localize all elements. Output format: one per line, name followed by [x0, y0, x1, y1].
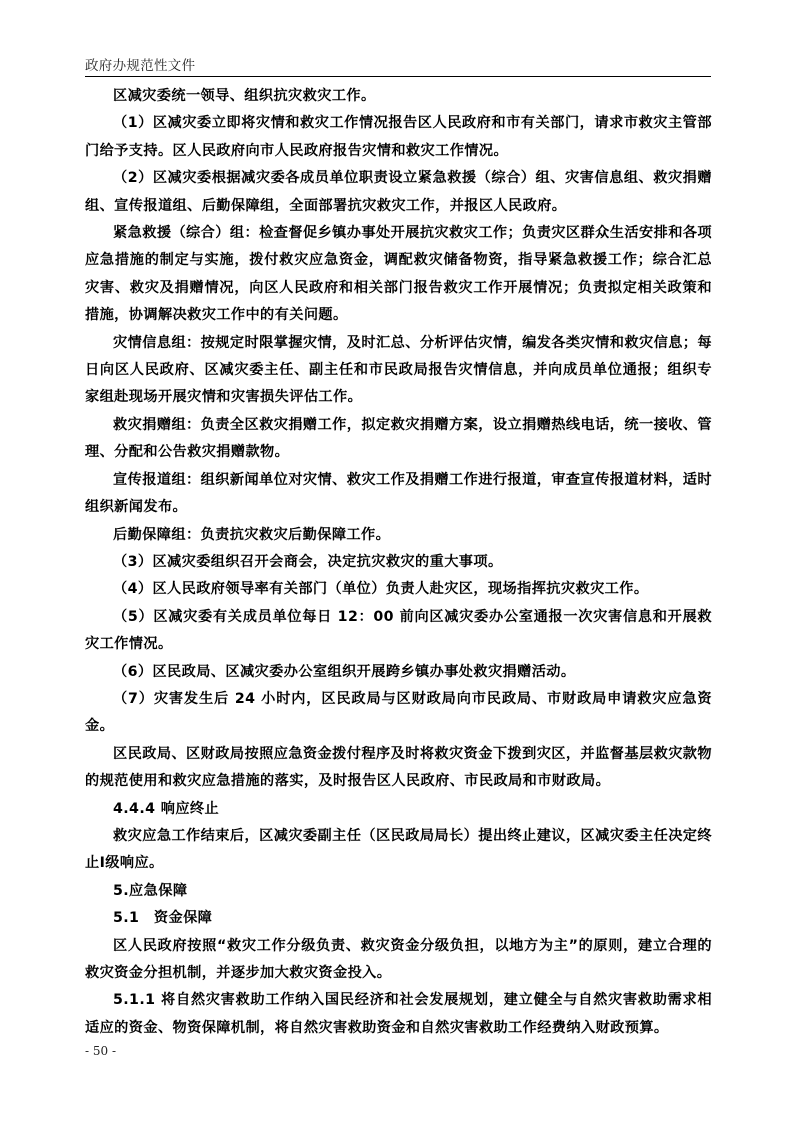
paragraph: （7）灾害发生后 24 小时内，区民政局与区财政局向市民政局、市财政局申请救灾应急资金。 [85, 690, 712, 735]
paragraph: 5.1.1 将自然灾害救助工作纳入国民经济和社会发展规划，建立健全与自然灾害救助需求相适应的资金、物资保障机制，将自然灾害救助资金和自然灾害救助工作经费纳入财政预算。 [85, 992, 712, 1036]
paragraph: （3）区减灾委组织召开会商会，决定抗灾救灾的重大事项。 [113, 553, 503, 570]
paragraph: 救灾捐赠组：负责全区救灾捐赠工作，拟定救灾捐赠方案，设立捐赠热线电话，统一接收、管理、分配和公告救灾捐赠款物。 [85, 416, 712, 461]
paragraph: 区人民政府按照“救灾工作分级负责、救灾资金分级负担，以地方为主”的原则，建立合理的救灾资金分担机制，并逐步加大救灾资金投入。 [85, 937, 712, 981]
paragraph: 宣传报道组：组织新闻单位对灾情、救灾工作及捐赠工作进行报道，审查宣传报道材料，适时组织新闻发布。 [85, 471, 712, 516]
paragraph: （2）区减灾委根据减灾委各成员单位职责设立紧急救援（综合）组、灾害信息组、救灾捐赠组、宣传报道组、后勤保障组，全面部署抗灾救灾工作，并报区人民政府。 [85, 170, 712, 214]
section-heading: 4.4.4 响应终止 [113, 800, 220, 817]
paragraph: （1）区减灾委立即将灾情和救灾工作情况报告区人民政府和市有关部门，请求市救灾主管部门给予支持。区人民政府向市人民政府报告灾情和救灾工作情况。 [85, 115, 712, 159]
paragraph: 区民政局、区财政局按照应急资金拨付程序及时将救灾资金下拨到灾区，并监督基层救灾款物的规范使用和救灾应急措施的落实，及时报告区人民政府、市民政局和市财政局。 [85, 745, 712, 790]
paragraph: （5）区减灾委有关成员单位每日 12：00 前向区减灾委办公室通报一次灾害信息和开展救灾工作情况。 [85, 608, 712, 653]
page-header [85, 48, 711, 77]
header-title: 政府办规范性文件 [85, 58, 196, 74]
paragraph: 灾情信息组：按规定时限掌握灾情，及时汇总、分析评估灾情，编发各类灾情和救灾信息；每日向区人民政府、区减灾委主任、副主任和市民政局报告灾情信息，并向成员单位通报；组织专家组赴现场开展灾情和灾害损失评估工作。 [85, 334, 712, 406]
paragraph: 救灾应急工作结束后，区减灾委副主任（区民政局局长）提出终止建议，区减灾委主任决定终止Ⅰ级响应。 [85, 827, 712, 872]
page-number: - 50 - [85, 1044, 117, 1058]
document-body [85, 83, 712, 1042]
section-heading: 5.应急保障 [113, 882, 188, 899]
section-heading: 5.1 资金保障 [113, 910, 213, 927]
paragraph: 紧急救援（综合）组：检查督促乡镇办事处开展抗灾救灾工作；负责灾区群众生活安排和各项应急措施的制定与实施，拨付救灾应急资金，调配救灾储备物资，指导紧急救援工作；综合汇总灾害、救灾及捐赠情况，向区人民政府和相关部门报告救灾工作开展情况；负责拟定相关政策和措施，协调解决救灾工作中的有关问题。 [85, 225, 712, 324]
paragraph: （4）区人民政府领导率有关部门（单位）负责人赴灾区，现场指挥抗灾救灾工作。 [113, 581, 649, 598]
paragraph: 后勤保障组：负责抗灾救灾后勤保障工作。 [113, 526, 391, 543]
paragraph: （6）区民政局、区减灾委办公室组织开展跨乡镇办事处救灾捐赠活动。 [113, 663, 576, 680]
paragraph: 区减灾委统一领导、组织抗灾救灾工作。 [113, 88, 376, 104]
